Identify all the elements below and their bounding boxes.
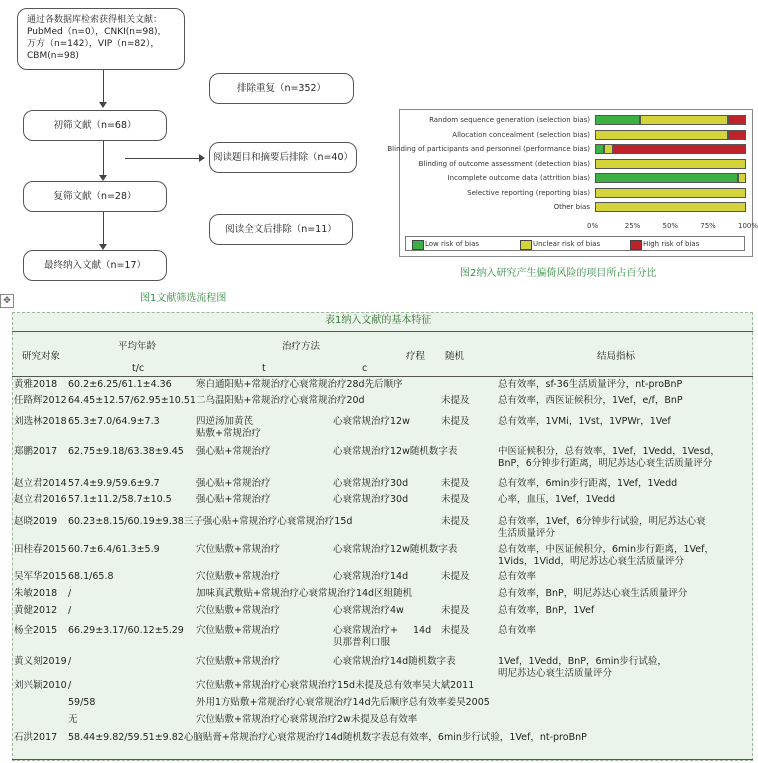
bias-bar-segment xyxy=(595,202,746,212)
table-cell: 二乌温阳贴+常规治疗心衰常规治疗20d xyxy=(196,395,365,406)
table-cell: 57.4±9.9/59.6±9.7 xyxy=(68,478,160,489)
table-cell: 朱敏2018 xyxy=(14,588,58,599)
table-cell: 四逆汤加黄芪 贴敷+常规治疗 xyxy=(196,416,261,439)
table-cell: 总有效率，1VMi，1Vst，1VPWr，1Vef xyxy=(498,416,671,427)
table-cell: 60.23±8.15/60.19±9.38三子强心贴+常规治疗心衰常规治疗15d xyxy=(68,516,353,527)
table-cell: 总有效率，中医证候积分，6min步行距离，1Vef， 1Vids，1Vidd，明尼苏达心衰生活质量评分 xyxy=(498,544,714,567)
table-cell: 64.45±12.57/62.95±10.51 xyxy=(68,395,196,406)
table-cell: 中医证候积分，总有效率，1Vef，1Vedd，1Vesd， BnP，6分钟步行距离，明尼苏达心衰生活质量评分 xyxy=(498,446,720,469)
table-cell: 赵晓2019 xyxy=(14,516,58,527)
x-tick-label: 25% xyxy=(624,221,641,230)
bias-bar-segment xyxy=(595,188,746,198)
flow-connector xyxy=(103,141,104,177)
table-cell: 田桂春2015 xyxy=(14,544,67,555)
x-tick-label: 75% xyxy=(700,221,716,230)
bias-bar-segment xyxy=(613,144,746,154)
bias-bar-segment xyxy=(640,115,728,125)
bias-bar-segment xyxy=(595,130,728,140)
table-top-rule xyxy=(12,331,753,332)
table-cell: 加味真武敷贴+常规治疗心衰常规治疗14d区组随机 xyxy=(196,588,413,599)
table-cell: 总有效率，BnP，1Vef xyxy=(498,605,595,616)
legend-label-unclear: Unclear risk of bias xyxy=(533,240,601,248)
header-treatment: 治疗方法 xyxy=(282,341,321,352)
table-cell: 心衰常规治疗4w xyxy=(333,605,404,616)
rescreen-box: 复筛文献（n=28） xyxy=(23,181,167,212)
table-move-handle-icon[interactable]: ✥ xyxy=(0,294,14,308)
bias-category-label: Random sequence generation (selection bias) xyxy=(429,116,590,124)
flow-arrow xyxy=(99,102,107,108)
table-cell: 穴位贴敷+常规治疗心衰常规治疗2w未提及总有效率 xyxy=(196,714,418,725)
table-cell: 未提及 xyxy=(441,625,470,636)
table-cell: / xyxy=(68,588,72,599)
table-cell: 赵立君2014 xyxy=(14,478,67,489)
bias-bar-segment xyxy=(595,173,738,183)
bias-bar-segment xyxy=(595,144,604,154)
table-cell: 吴军华2015 xyxy=(14,571,67,582)
table-cell: 心率，血压，1Vef，1Vedd xyxy=(498,494,616,505)
table-cell: 60.2±6.25/61.1±4.36 xyxy=(68,379,172,390)
bias-category-label: Other bias xyxy=(553,203,590,211)
table-cell: 强心贴+常规治疗 xyxy=(196,478,271,489)
table-cell: 郑鹏2017 xyxy=(14,446,58,457)
header-course: 疗程 xyxy=(406,351,426,362)
table-cell: 未提及 xyxy=(441,516,470,527)
initial-screen-box: 初筛文献（n=68） xyxy=(23,110,167,141)
table-cell: 黄雅2018 xyxy=(14,379,58,390)
table-cell: 62.75±9.18/63.38±9.45 xyxy=(68,446,184,457)
table-cell: 强心贴+常规治疗 xyxy=(196,446,271,457)
table-cell: 外用1方贴敷+常规治疗心衰常规治疗14d先后顺序总有效率姜昊2005 xyxy=(196,697,490,708)
search-sources-box: 通过各数据库检索获得相关文献： PubMed（n=0），CNKI(n=98)， 万方（n=142），VIP（n=82）， CBM(n=98) xyxy=(17,8,185,70)
table-cell: 心衰常规治疗12w随机数字表 xyxy=(333,544,458,555)
table-cell: 总有效率 xyxy=(498,625,537,636)
table-cell: 石洪2017 xyxy=(14,732,58,743)
flow-arrow xyxy=(199,154,205,162)
table-cell: / xyxy=(68,605,72,616)
header-age-sub: t/c xyxy=(132,363,145,374)
table-cell: 强心贴+常规治疗 xyxy=(196,494,271,505)
table-cell: 未提及 xyxy=(441,605,470,616)
figure2-caption: 图2纳入研究产生偏倚风险的项目所占百分比 xyxy=(460,268,657,279)
table-cell: 穴位贴敷+常规治疗 xyxy=(196,605,280,616)
table-cell: 刘选林2018 xyxy=(14,416,67,427)
bias-bar-segment xyxy=(738,173,746,183)
table-cell: 65.3±7.0/64.9±7.3 xyxy=(68,416,160,427)
flow-connector xyxy=(103,70,104,104)
table-cell: 总有效率，西医证候积分，1Vef，e/f，BnP xyxy=(498,395,683,406)
fulltext-exclude-box: 阅读全文后排除（n=11） xyxy=(209,214,353,245)
table-cell: 心衰常规治疗14d xyxy=(333,571,409,582)
bias-bar-segment xyxy=(728,115,746,125)
table-cell: 赵立君2016 xyxy=(14,494,67,505)
chart-legend xyxy=(405,236,745,251)
table-bottom-rule xyxy=(12,759,753,760)
table-cell: 穴位贴敷+常规治疗 xyxy=(196,544,280,555)
title-abstract-exclude-box: 阅读题目和摘要后排除（n=40） xyxy=(209,142,357,173)
table-cell: 心衰常规治疗30d xyxy=(333,494,409,505)
table-cell: 1Vef，1Vedd，BnP，6min步行试验， 明尼苏达心衰生活质量评分 xyxy=(498,656,667,679)
table-cell: 穴位贴敷+常规治疗心衰常规治疗15d未提及总有效率吴大斌2011 xyxy=(196,680,475,691)
table-cell: 59/58 xyxy=(68,697,96,708)
table-cell: 穴位贴敷+常规治疗 xyxy=(196,571,280,582)
table-cell: 心衰常规治疗12w xyxy=(333,416,410,427)
header-random: 随机 xyxy=(445,351,465,362)
legend-swatch-low xyxy=(412,240,424,250)
table-cell: / xyxy=(68,656,72,667)
table-cell: 68.1/65.8 xyxy=(68,571,114,582)
bias-category-label: Blinding of participants and personnel (performance bias) xyxy=(387,145,590,153)
header-outcome: 结局指标 xyxy=(597,351,636,362)
table-cell: 心衰常规治疗30d xyxy=(333,478,409,489)
x-tick-label: 50% xyxy=(662,221,679,230)
table-cell: 心衰常规治疗+ 贝那普利口服 xyxy=(333,625,398,648)
legend-swatch-unclear xyxy=(520,240,532,250)
table-cell: 未提及 xyxy=(441,494,470,505)
header-c: c xyxy=(362,363,368,374)
legend-label-low: Low risk of bias xyxy=(425,240,480,248)
bias-category-label: Incomplete outcome data (attrition bias) xyxy=(447,174,590,182)
bias-bar-segment xyxy=(604,144,613,154)
x-tick-label: 100% xyxy=(738,221,758,230)
table-cell: 未提及 xyxy=(441,571,470,582)
table-cell: 穴位贴敷+常规治疗 xyxy=(196,656,280,667)
header-study: 研究对象 xyxy=(22,351,61,362)
table-cell: 黄义刻2019 xyxy=(14,656,67,667)
bias-category-label: Selective reporting (reporting bias) xyxy=(467,188,590,197)
table-title: 表1纳入文献的基本特征 xyxy=(325,315,432,326)
header-age: 平均年龄 xyxy=(118,341,157,352)
table-cell: / xyxy=(68,680,72,691)
flow-connector xyxy=(125,158,200,159)
legend-swatch-high xyxy=(630,240,642,250)
table-cell: 58.44±9.82/59.51±9.82心脑贴膏+常规治疗心衰常规治疗14d随机数字表总有效率，6min步行试验，1Vef，nt-proBnP xyxy=(68,732,587,743)
legend-label-high: High risk of bias xyxy=(643,240,700,248)
x-tick-label: 0% xyxy=(587,221,599,230)
table-cell: 心衰常规治疗12w随机数字表 xyxy=(333,446,458,457)
table-cell: 总有效率，BnP，明尼苏达心衰生活质量评分 xyxy=(498,588,688,599)
table-cell: 57.1±11.2/58.7±10.5 xyxy=(68,494,172,505)
table-cell: 杨全2015 xyxy=(14,625,58,636)
table-cell: 任路辉2012 xyxy=(14,395,67,406)
table-cell: 总有效率，sf-36生活质量评分，nt-proBnP xyxy=(498,379,683,390)
table-cell: 未提及 xyxy=(441,478,470,489)
bias-bar-segment xyxy=(595,115,640,125)
table-cell: 未提及 xyxy=(441,395,470,406)
bias-bar-segment xyxy=(595,159,746,169)
table-cell: 无 xyxy=(68,714,78,725)
final-included-box: 最终纳入文献（n=17） xyxy=(23,250,167,281)
table-cell: 14d xyxy=(413,625,432,636)
flow-connector xyxy=(103,212,104,246)
bias-category-label: Allocation concealment (selection bias) xyxy=(452,130,590,139)
table-cell: 黄健2012 xyxy=(14,605,58,616)
table-cell: 总有效率 xyxy=(498,571,537,582)
table-cell: 总有效率，6min步行距离，1Vef，1Vedd xyxy=(498,478,678,489)
header-t: t xyxy=(262,363,266,374)
table-cell: 60.7±6.4/61.3±5.9 xyxy=(68,544,160,555)
table-cell: 66.29±3.17/60.12±5.29 xyxy=(68,625,184,636)
bias-bar-segment xyxy=(728,130,746,140)
figure1-caption: 图1文献筛选流程图 xyxy=(140,293,227,304)
table-cell: 穴位贴敷+常规治疗 xyxy=(196,625,280,636)
table-header-rule xyxy=(12,376,753,377)
bias-category-label: Blinding of outcome assessment (detection bias) xyxy=(418,159,590,168)
table-cell: 心衰常规治疗14d随机数字表 xyxy=(333,656,456,667)
table-cell: 寒白通阳贴+常规治疗心衰常规治疗28d先后顺序 xyxy=(196,379,403,390)
dedup-box: 排除重复（n=352） xyxy=(209,73,354,104)
table-cell: 未提及 xyxy=(441,416,470,427)
table-cell: 刘兴颖2010 xyxy=(14,680,67,691)
table-cell: 总有效率，1Vef，6分钟步行试验，明尼苏达心衰 生活质量评分 xyxy=(498,516,706,539)
